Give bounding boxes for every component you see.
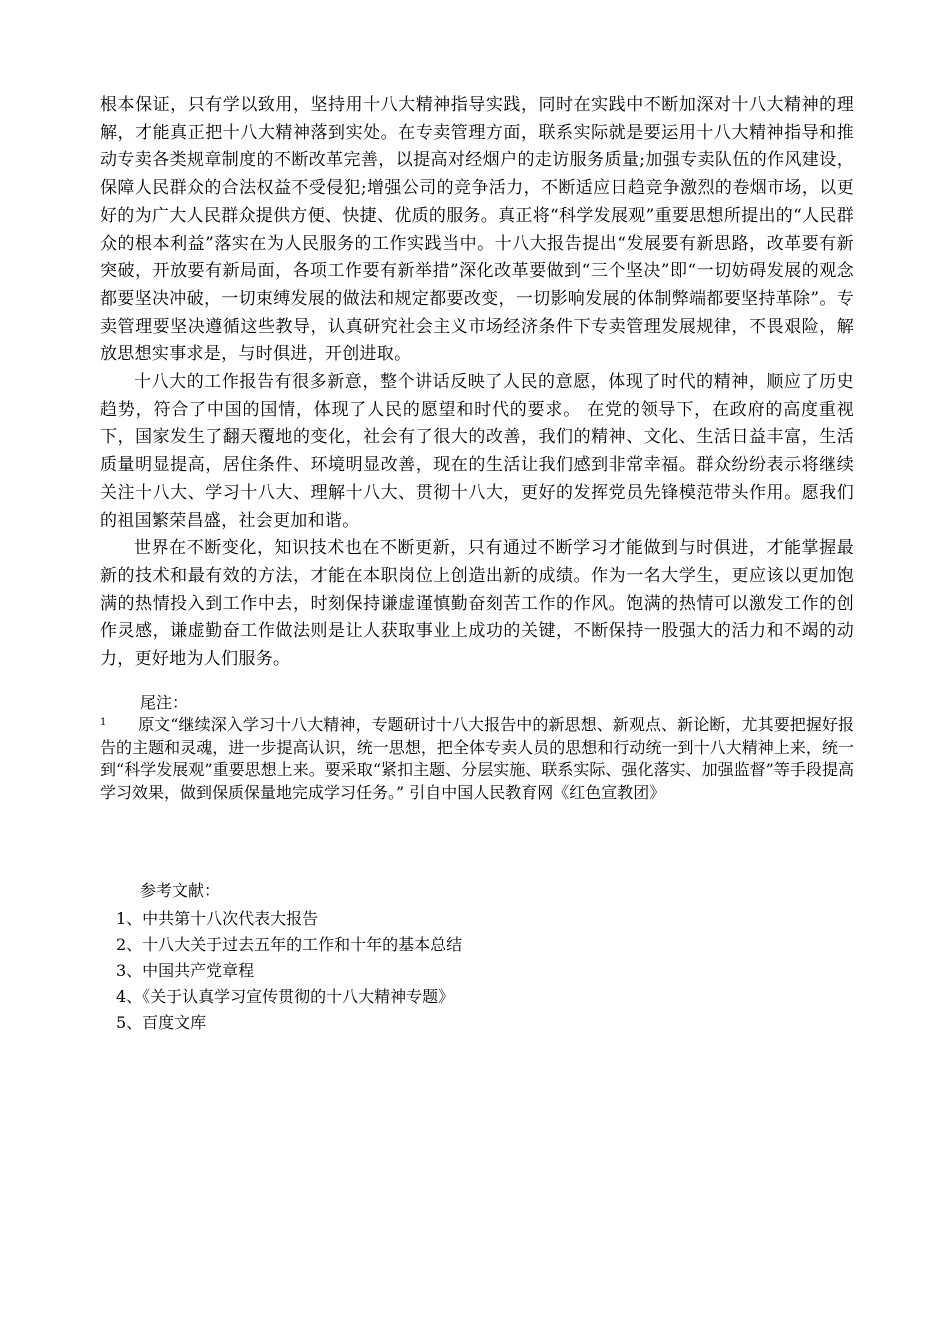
reference-item-3: 3、中国共产党章程 bbox=[116, 961, 255, 980]
reference-item-4: 4、《关于认真学习宣传贯彻的十八大精神专题》 bbox=[116, 987, 455, 1006]
endnote bbox=[100, 714, 854, 804]
body-paragraph-2: 十八大的工作报告有很多新意，整个讲话反映了人民的意愿，体现了时代的精神，顺应了历史趋势，符合了中国的国情，体现了人民的愿望和时代的要求。 在党的领导下，在政府的高度重视下，国家发生了翻天覆地的变化，社会有了很大的改善，我们的精神、文化、生活日益丰富，生活质量明显提高，居住条件、环境明显改善，现在的生活让我们感到非常幸福。群众纷纷表示将继续关注十八大、学习十八大、理解十八大、贯彻十八大，更好的发挥党员先锋模范带头作用。愿我们的祖国繁荣昌盛，社会更加和谐。 bbox=[100, 372, 854, 531]
body-paragraph-3: 世界在不断变化，知识技术也在不断更新，只有通过不断学习才能做到与时俱进，才能掌握最新的技术和最有效的方法，才能在本职岗位上创造出新的成绩。作为一名大学生，更应该以更加饱满的热情投入到工作中去，时刻保持谦虚谨慎勤奋刻苦工作的作风。饱满的热情可以激发工作的创作灵感，谦虚勤奋工作做法则是让人获取事业上成功的关键，不断保持一股强大的活力和不竭的动力，更好地为人们服务。 bbox=[100, 538, 854, 670]
reference-item-5: 5、百度文库 bbox=[116, 1013, 207, 1032]
reference-item-2: 2、十八大关于过去五年的工作和十年的基本总结 bbox=[116, 935, 463, 954]
reference-item-1: 1、中共第十八次代表大报告 bbox=[116, 909, 319, 928]
endnote-text: 原文“继续深入学习十八大精神，专题研讨十八大报告中的新思想、新观点、新论断，尤其要把握好报告的主题和灵魂，进一步提高认识，统一思想，把全体专卖人员的思想和行动统一到十八大精神上来，统一到“科学发展观”重要思想上来。要采取“紧扣主题、分层实施、联系实际、强化落实、加强监督”等手段提高学习效果，做到保质保量地完成学习任务。” 引自中国人民教育网《红色宣教团》 bbox=[100, 715, 854, 802]
references-heading: 参考文献： bbox=[140, 881, 221, 900]
endnote-heading: 尾注： bbox=[140, 693, 189, 712]
document-body bbox=[100, 92, 854, 674]
body-paragraph-1: 根本保证，只有学以致用，坚持用十八大精神指导实践，同时在实践中不断加深对十八大精神的理解，才能真正把十八大精神落到实处。在专卖管理方面，联系实际就是要运用十八大精神指导和推动专卖各类规章制度的不断改革完善，以提高对经烟户的走访服务质量;加强专卖队伍的作风建设，保障人民群众的合法权益不受侵犯;增强公司的竞争活力，不断适应日趋竞争激烈的卷烟市场，以更好的为广大人民群众提供方便、快捷、优质的服务。真正将“科学发展观”重要思想所提出的“人民群众的根本利益”落实在为人民服务的工作实践当中。十八大报告提出“发展要有新思路，改革要有新突破，开放要有新局面，各项工作要有新举措”深化改革要做到“三个坚决”即“一切妨碍发展的观念都要坚决冲破，一切束缚发展的做法和规定都要改变，一切影响发展的体制弊端都要坚持革除”。专卖管理要坚决遵循这些教导，认真研究社会主义市场经济条件下专卖管理发展规律，不畏艰险，解放思想实事求是，与时俱进，开创进取。 bbox=[100, 95, 854, 365]
references-list bbox=[116, 906, 462, 1036]
endnote-marker: 1 bbox=[100, 717, 107, 728]
